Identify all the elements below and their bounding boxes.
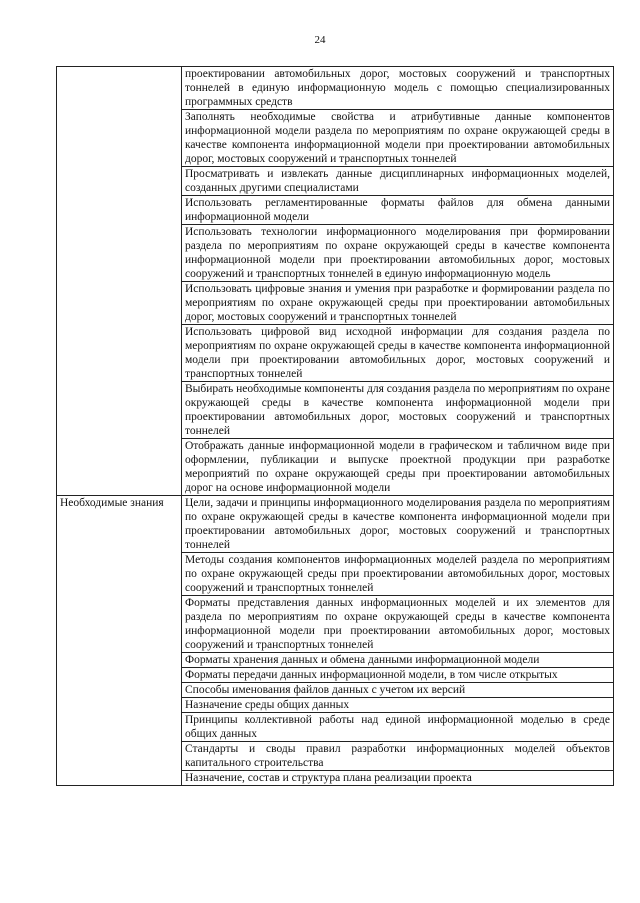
ability-item: Просматривать и извлекать данные дисциплинарных информационных моделей, созданных другими специалистами <box>182 167 614 196</box>
knowledge-item: Форматы хранения данных и обмена данными информационной модели <box>182 653 614 668</box>
ability-item: Выбирать необходимые компоненты для создания раздела по мероприятиям по охране окружающей среды в качестве компонента информационной модели при проектировании автомобильных дорог, мостовых сооружений и транспортных тоннелей <box>182 382 614 439</box>
ability-item: Использовать регламентированные форматы файлов для обмена данными информационной модели <box>182 196 614 225</box>
page-number: 24 <box>314 34 326 46</box>
knowledge-item: Методы создания компонентов информационных моделей раздела по мероприятиям по охране окружающей среды при проектировании автомобильных дорог, мостовых сооружений и транспортных тоннелей <box>182 553 614 596</box>
competency-table <box>56 66 614 786</box>
ability-item: Использовать цифровые знания и умения при разработке и формировании раздела по мероприятиям по охране окружающей среды при проектировании автомобильных дорог, мостовых сооружений и транспортных тоннелей <box>182 282 614 325</box>
ability-item: Использовать цифровой вид исходной информации для создания раздела по мероприятиям по охране окружающей среды в качестве компонента информационной модели при проектировании автомобильных дорог, мостовых сооружений и транспортных тоннелей <box>182 325 614 382</box>
ability-item: Отображать данные информационной модели в графическом и табличном виде при оформлении, публикации и выпуске проектной продукции при разработке мероприятий по охране окружающей среды при проектировании автомобильных дорог на основе информационной модели <box>182 439 614 496</box>
knowledge-item: Способы именования файлов данных с учетом их версий <box>182 683 614 698</box>
table-row <box>57 67 614 110</box>
knowledge-item: Назначение, состав и структура плана реализации проекта <box>182 771 614 786</box>
knowledge-item: Принципы коллективной работы над единой информационной моделью в среде общих данных <box>182 713 614 742</box>
knowledge-item: Форматы передачи данных информационной модели, в том числе открытых <box>182 668 614 683</box>
ability-item: Заполнять необходимые свойства и атрибутивные данные компонентов информационной модели раздела по мероприятиям по охране окружающей среды в качестве компонента информационной модели при проектировании автомобильных дорог, мостовых сооружений и транспортных тоннелей <box>182 110 614 167</box>
abilities-label-cell <box>57 67 182 496</box>
knowledge-item: Стандарты и своды правил разработки информационных моделей объектов капитального строительства <box>182 742 614 771</box>
ability-item: проектировании автомобильных дорог, мостовых сооружений и транспортных тоннелей в единую информационную модель с помощью специализированных программных средств <box>182 67 614 110</box>
ability-item: Использовать технологии информационного моделирования при формировании раздела по мероприятиям по охране окружающей среды в качестве компонента информационной модели при проектировании автомобильных дорог, мостовых сооружений и транспортных тоннелей в единую информационную модель <box>182 225 614 282</box>
knowledge-item: Цели, задачи и принципы информационного моделирования раздела по мероприятиям по охране окружающей среды в качестве компонента информационной модели при проектировании автомобильных дорог, мостовых сооружений и транспортных тоннелей <box>182 496 614 553</box>
knowledge-item: Форматы представления данных информационных моделей и их элементов для раздела по мероприятиям по охране окружающей среды в качестве компонента информационной модели при проектировании автомобильных дорог, мостовых сооружений и транспортных тоннелей <box>182 596 614 653</box>
table-row <box>57 496 614 553</box>
knowledge-item: Назначение среды общих данных <box>182 698 614 713</box>
knowledge-label: Необходимые знания <box>57 496 182 786</box>
